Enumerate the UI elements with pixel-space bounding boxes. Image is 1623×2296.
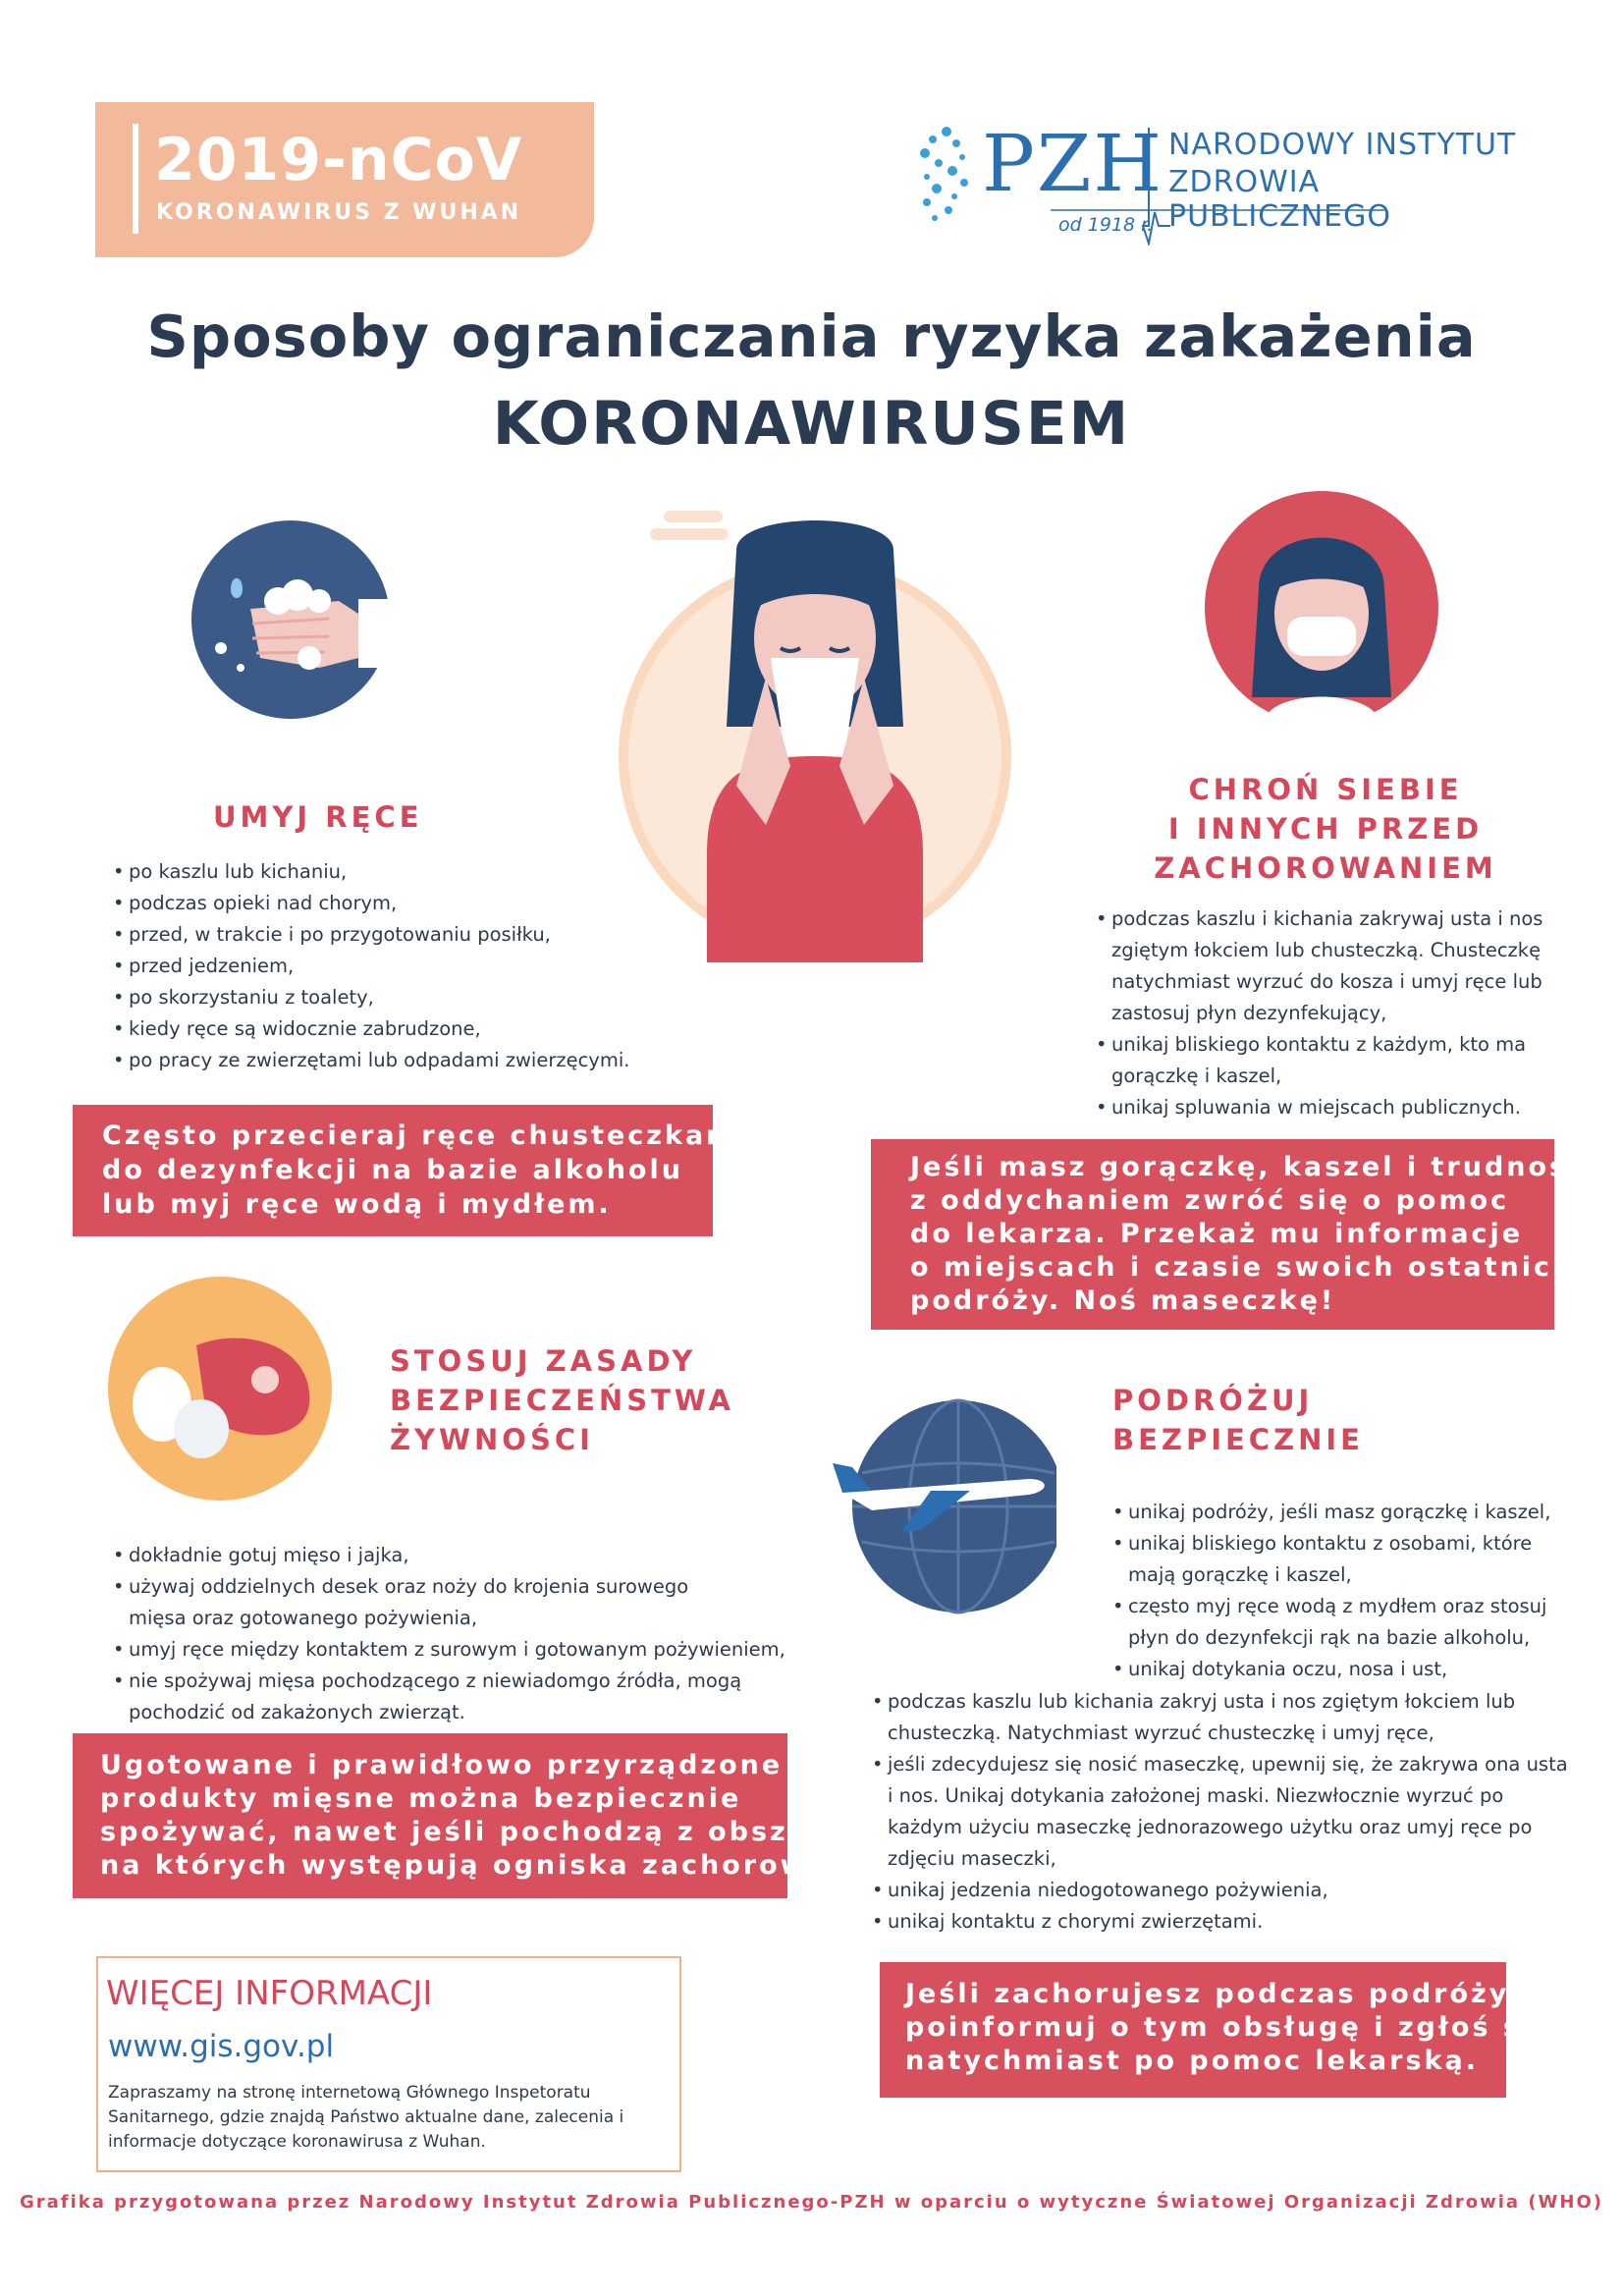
list-item: • unikaj spluwania w miejscach publicznych. xyxy=(1096,1092,1567,1123)
list-item: • używaj oddzielnych desek oraz noży do krojenia surowego mięsa oraz gotowanego pożywienia, xyxy=(113,1571,790,1634)
travel-heading xyxy=(1112,1381,1364,1459)
list-item: • dokładnie gotuj mięso i jajka, xyxy=(113,1540,790,1571)
tip-line: do dezynfekcji na bazie alkoholu xyxy=(102,1155,683,1185)
list-item: • po pracy ze zwierzętami lub odpadami zwierzęcymi. xyxy=(113,1045,643,1076)
list-item: • podczas opieki nad chorym, xyxy=(113,888,643,919)
list-item: • unikaj bliskiego kontaktu z każdym, kto ma gorączkę i kaszel, xyxy=(1096,1029,1567,1092)
tip-line: o miejscach i czasie swoich ostatnich xyxy=(910,1252,1575,1283)
heading-line: STOSUJ ZASADY xyxy=(390,1344,697,1378)
food-safety-icon xyxy=(108,1277,332,1501)
tip-line: Jeśli zachorujesz podczas podróży, xyxy=(905,1979,1521,2009)
tip-line: Często przecieraj ręce chusteczkami xyxy=(102,1121,749,1151)
tip-line: do lekarza. Przekaż mu informacje xyxy=(910,1219,1524,1249)
heading-line: CHROŃ SIEBIE xyxy=(1188,773,1463,806)
protect-tip-box xyxy=(871,1139,1599,1330)
list-item: • kiedy ręce są widocznie zabrudzone, xyxy=(113,1013,643,1045)
protect-list xyxy=(1096,903,1567,1123)
heading-line: I INNYCH PRZED xyxy=(1167,812,1484,846)
logo-since: od 1918 r. xyxy=(1058,214,1154,236)
page-title-emphasis: KORONAWIRUSEM xyxy=(492,389,1131,459)
list-item: • unikaj kontaktu z chorymi zwierzętami. xyxy=(872,1906,1579,1938)
list-item: • podczas kaszlu lub kichania zakryj usta i nos zgiętym łokciem lub chusteczką. Natychmiast wyrzuć chusteczkę i umyj ręce, xyxy=(872,1686,1579,1749)
list-item: • umyj ręce między kontaktem z surowym i gotowanym pożywieniem, xyxy=(113,1634,790,1666)
list-item: • unikaj bliskiego kontaktu z osobami, które mają gorączkę i kaszel, xyxy=(1112,1528,1564,1591)
list-item: • po skorzystaniu z toalety, xyxy=(113,982,643,1013)
tip-line: spożywać, nawet jeśli pochodzą z obszarów, xyxy=(100,1817,886,1847)
travel-list-a xyxy=(1112,1497,1564,1685)
tip-line: podróży. Noś maseczkę! xyxy=(910,1285,1336,1316)
wash-tip-box xyxy=(73,1105,749,1236)
tip-line: na których występują ogniska zachorowań. xyxy=(100,1850,864,1881)
list-item: • przed, w trakcie i po przygotowaniu posiłku, xyxy=(113,919,643,951)
badge-subtitle: KORONAWIRUS Z WUHAN xyxy=(156,200,522,225)
protect-heading xyxy=(1129,770,1522,888)
logo-name-line1: NARODOWY INSTYTUT xyxy=(1168,128,1517,162)
list-item: • unikaj jedzenia niedogotowanego pożywienia, xyxy=(872,1875,1579,1906)
header-badge xyxy=(95,102,594,257)
tip-line: Ugotowane i prawidłowo przyrządzone xyxy=(100,1750,784,1780)
list-item: • unikaj dotykania oczu, nosa i ust, xyxy=(1112,1654,1564,1685)
list-item: • jeśli zdecydujesz się nosić maseczkę, upewnij się, że zakrywa ona usta i nos. Unikaj dotykania założonej maski. Niezwłocznie wyrzuć po każdym użyciu maseczkę jednorazowego użytku oraz umyj ręce po zdjęciu maseczki, xyxy=(872,1749,1579,1875)
list-item: • po kaszlu lub kichaniu, xyxy=(113,856,643,888)
pzh-logo xyxy=(913,118,1522,246)
masked-woman-icon xyxy=(1205,491,1438,725)
food-heading xyxy=(390,1341,734,1459)
tip-line: z oddychaniem zwróć się o pomoc xyxy=(910,1185,1510,1216)
logo-name-line2: ZDROWIA PUBLICZNEGO xyxy=(1168,165,1391,234)
tip-line: natychmiast po pomoc lekarską. xyxy=(905,2046,1479,2076)
globe-plane-icon xyxy=(833,1394,1056,1618)
wash-list xyxy=(113,856,643,1076)
woman-sneezing-illustration xyxy=(589,511,1021,962)
travel-list-b xyxy=(872,1686,1579,1938)
heading-line: BEZPIECZEŃSTWA xyxy=(390,1384,734,1417)
list-item: • często myj ręce wodą z mydłem oraz stosuj płyn do dezynfekcji rąk na bazie alkoholu, xyxy=(1112,1591,1564,1654)
page-title: Sposoby ograniczania ryzyka zakażenia xyxy=(146,302,1477,370)
dna-dots-icon xyxy=(913,126,976,224)
list-item: • podczas kaszlu i kichania zakrywaj usta i nos zgiętym łokciem lub chusteczką. Chusteczkę natychmiast wyrzuć do kosza i umyj ręce lub zastosuj płyn dezynfekujący, xyxy=(1096,903,1567,1029)
list-item: • nie spożywaj mięsa pochodzącego z niewiadomgo źródła, mogą pochodzić od zakażonych zwierząt. xyxy=(113,1666,790,1728)
info-link[interactable]: www.gis.gov.pl xyxy=(108,2029,335,2064)
heading-line: BEZPIECZNIE xyxy=(1112,1423,1364,1456)
travel-tip-box xyxy=(880,1962,1555,2098)
more-info-box xyxy=(96,1956,681,2172)
tip-line: lub myj ręce wodą i mydłem. xyxy=(102,1189,612,1220)
tip-line: Jeśli masz gorączkę, kaszel i trudności xyxy=(910,1152,1599,1182)
list-item: • unikaj podróży, jeśli masz gorączkę i kaszel, xyxy=(1112,1497,1564,1528)
wash-heading: UMYJ RĘCE xyxy=(213,800,423,834)
footer-credit: Grafika przygotowana przez Narodowy Instytut Zdrowia Publicznego-PZH w oparciu o wytyczne Światowej Organizacji Zdrowia (WHO) xyxy=(19,2192,1604,2213)
info-description: Zapraszamy na stronę internetową Głównego Inspetoratu Sanitarnego, gdzie znajdą Państwo aktualne dane, zalecenia i informacje dotyczące koronawirusa z Wuhan. xyxy=(108,2083,624,2152)
food-tip-box xyxy=(73,1733,886,1898)
badge-title: 2019-nCoV xyxy=(154,126,523,194)
tip-line: produkty mięsne można bezpiecznie xyxy=(100,1783,742,1814)
heading-line: ZACHOROWANIEM xyxy=(1154,851,1497,885)
heading-line: PODRÓŻUJ xyxy=(1112,1384,1314,1417)
list-item: • przed jedzeniem, xyxy=(113,951,643,982)
more-info-heading: WIĘCEJ INFORMACJI xyxy=(106,1974,433,2013)
badge-divider xyxy=(133,124,138,234)
heading-line: ŻYWNOŚCI xyxy=(390,1423,594,1456)
food-list xyxy=(113,1540,790,1728)
tip-line: poinformuj o tym obsługę i zgłoś się xyxy=(905,2012,1555,2043)
logo-text: PZH xyxy=(982,118,1164,209)
handwashing-icon xyxy=(191,520,390,719)
